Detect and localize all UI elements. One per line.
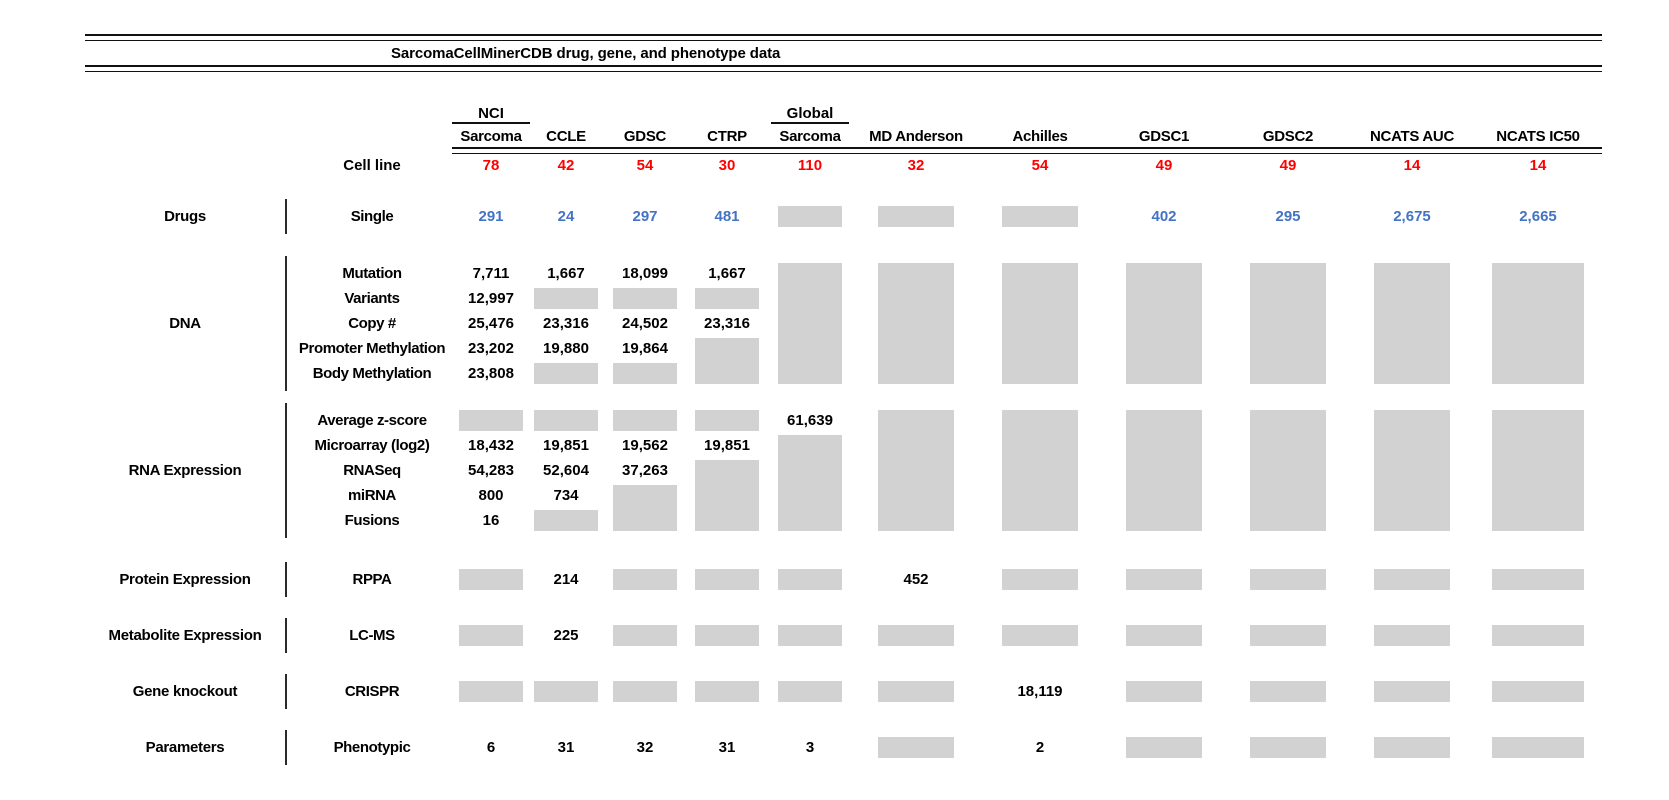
column-header-ncats-auc: NCATS AUC: [1370, 128, 1454, 145]
value-cell: 297: [632, 208, 658, 225]
cell-line-count-global-sarcoma: 110: [797, 156, 823, 174]
section-metabolite-expression: [85, 623, 1602, 648]
column-header-ccle: CCLE: [546, 128, 586, 145]
value-cell: 2: [1035, 739, 1045, 756]
cell-line-count-gdsc: 54: [636, 156, 654, 174]
no-data-box: [534, 288, 598, 309]
no-data-box: [534, 410, 598, 431]
no-data-box: [1250, 263, 1326, 384]
row-label: RNASeq: [343, 462, 401, 479]
no-data-box: [1126, 410, 1202, 531]
no-data-box: [1374, 681, 1450, 702]
value-cell: 1,667: [708, 265, 746, 282]
value-cell: 291: [478, 208, 504, 225]
cell-line-count-achilles: 54: [1031, 156, 1049, 174]
value-cell: 295: [1275, 208, 1301, 225]
row-label: CRISPR: [344, 683, 400, 700]
row-label: Phenotypic: [333, 739, 411, 756]
section-divider-bar: [285, 618, 287, 653]
section-divider-bar: [285, 256, 287, 391]
value-cell: 19,562: [622, 437, 668, 454]
no-data-box: [1002, 410, 1078, 531]
table-body: [85, 204, 1602, 760]
row-label: Single: [350, 208, 394, 225]
category-label: Metabolite Expression: [108, 627, 262, 644]
no-data-box: [695, 288, 759, 309]
value-cell: 61,639: [787, 412, 833, 429]
no-data-box: [1250, 737, 1326, 758]
value-cell: 25,476: [468, 315, 514, 332]
no-data-box: [778, 206, 842, 227]
no-data-box: [1374, 569, 1450, 590]
value-cell: 23,202: [468, 340, 514, 357]
no-data-box: [613, 569, 677, 590]
no-data-box: [1492, 681, 1584, 702]
value-cell: 23,808: [468, 365, 514, 382]
no-data-box: [613, 288, 677, 309]
value-cell: 37,263: [622, 462, 668, 479]
no-data-box: [878, 681, 954, 702]
value-cell: 1,667: [547, 265, 585, 282]
no-data-box: [534, 363, 598, 384]
no-data-box: [778, 435, 842, 531]
cell-line-count-gdsc2: 49: [1279, 156, 1297, 174]
row-label: Variants: [344, 290, 400, 307]
no-data-box: [1002, 569, 1078, 590]
no-data-box: [459, 410, 523, 431]
category-label: Drugs: [164, 208, 206, 225]
no-data-box: [878, 263, 954, 384]
no-data-box: [1126, 681, 1202, 702]
section-gene-knockout: [85, 679, 1602, 704]
cell-line-count-ctrp: 30: [718, 156, 736, 174]
no-data-box: [878, 206, 954, 227]
data-availability-table: [85, 34, 1602, 760]
column-header-gdsc2: GDSC2: [1262, 128, 1314, 145]
cell-line-count-ncats-auc: 14: [1403, 156, 1421, 174]
column-header-group-global-sarcoma: [766, 102, 854, 124]
value-cell: 19,864: [622, 340, 668, 357]
no-data-box: [1250, 569, 1326, 590]
no-data-box: [1492, 625, 1584, 646]
value-cell: 18,432: [468, 437, 514, 454]
row-label: Mutation: [342, 265, 402, 282]
value-cell: 24: [557, 208, 575, 225]
no-data-box: [613, 485, 677, 531]
no-data-box: [878, 625, 954, 646]
no-data-box: [1002, 206, 1078, 227]
table-title: SarcomaCellMinerCDB drug, gene, and phenotype data: [390, 45, 781, 62]
section-divider-bar: [285, 674, 287, 709]
value-cell: 402: [1151, 208, 1177, 225]
value-cell: 31: [718, 739, 736, 756]
no-data-box: [459, 625, 523, 646]
value-cell: 19,880: [543, 340, 589, 357]
no-data-box: [534, 681, 598, 702]
no-data-box: [1492, 263, 1584, 384]
no-data-box: [613, 681, 677, 702]
section-divider-bar: [285, 730, 287, 765]
no-data-box: [1002, 263, 1078, 384]
no-data-box: [778, 569, 842, 590]
table-header: [85, 102, 1602, 178]
no-data-box: [459, 569, 523, 590]
no-data-box: [778, 681, 842, 702]
no-data-box: [1374, 410, 1450, 531]
no-data-box: [695, 569, 759, 590]
no-data-box: [1126, 569, 1202, 590]
cell-line-count-ccle: 42: [557, 156, 575, 174]
section-drugs: [85, 204, 1602, 229]
no-data-box: [778, 625, 842, 646]
value-cell: 16: [482, 512, 500, 529]
no-data-box: [1250, 625, 1326, 646]
no-data-box: [1126, 625, 1202, 646]
value-cell: 2,665: [1519, 208, 1557, 225]
no-data-box: [534, 510, 598, 531]
value-cell: 734: [553, 487, 579, 504]
no-data-box: [878, 410, 954, 531]
section-divider-bar: [285, 199, 287, 234]
cell-line-count-md-anderson: 32: [907, 156, 925, 174]
value-cell: 19,851: [543, 437, 589, 454]
value-cell: 24,502: [622, 315, 668, 332]
no-data-box: [1250, 681, 1326, 702]
cell-line-row-label: Cell line: [343, 156, 401, 174]
row-label: Fusions: [344, 512, 400, 529]
no-data-box: [695, 625, 759, 646]
no-data-box: [695, 410, 759, 431]
value-cell: 481: [714, 208, 740, 225]
column-header-gdsc1: GDSC1: [1138, 128, 1190, 145]
row-label: Copy #: [348, 315, 396, 332]
value-cell: 54,283: [468, 462, 514, 479]
no-data-box: [695, 338, 759, 384]
value-cell: 23,316: [704, 315, 750, 332]
row-label: Promoter Methylation: [298, 340, 446, 357]
section-rna-expression: [85, 408, 1602, 533]
no-data-box: [1126, 737, 1202, 758]
column-header-global-sarcoma: Sarcoma: [779, 128, 841, 145]
section-divider-bar: [285, 562, 287, 597]
column-header-nci-sarcoma: Sarcoma: [460, 128, 522, 145]
column-header-achilles: Achilles: [1012, 128, 1068, 145]
no-data-box: [1002, 625, 1078, 646]
column-header-md-anderson: MD Anderson: [869, 128, 963, 145]
no-data-box: [1374, 737, 1450, 758]
value-cell: 19,851: [704, 437, 750, 454]
section-protein-expression: [85, 567, 1602, 592]
title-bottom-rule: [85, 65, 1602, 72]
no-data-box: [1492, 737, 1584, 758]
cell-line-count-gdsc1: 49: [1155, 156, 1173, 174]
header-double-rule: [452, 147, 1602, 154]
category-label: Protein Expression: [119, 571, 251, 588]
column-header-line1: Global: [771, 105, 849, 124]
title-top-rule: [85, 34, 1602, 41]
category-label: DNA: [169, 315, 201, 332]
cell-line-count-ncats-ic50: 14: [1529, 156, 1547, 174]
category-label: Gene knockout: [132, 683, 238, 700]
value-cell: 18,119: [1017, 683, 1063, 700]
value-cell: 214: [553, 571, 579, 588]
value-cell: 452: [903, 571, 929, 588]
cell-line-count-nci-sarcoma: 78: [482, 156, 500, 174]
no-data-box: [459, 681, 523, 702]
no-data-box: [613, 625, 677, 646]
value-cell: 225: [553, 627, 579, 644]
section-dna: [85, 261, 1602, 386]
value-cell: 7,711: [472, 265, 510, 282]
value-cell: 800: [478, 487, 504, 504]
row-label: RPPA: [352, 571, 392, 588]
column-header-line1: NCI: [452, 105, 530, 124]
no-data-box: [1250, 410, 1326, 531]
value-cell: 23,316: [543, 315, 589, 332]
section-divider-bar: [285, 403, 287, 538]
value-cell: 52,604: [543, 462, 589, 479]
row-label: Average z-score: [317, 412, 427, 429]
no-data-box: [1492, 569, 1584, 590]
column-header-ncats-ic50: NCATS IC50: [1496, 128, 1580, 145]
no-data-box: [778, 263, 842, 384]
no-data-box: [878, 737, 954, 758]
no-data-box: [1374, 263, 1450, 384]
value-cell: 3: [805, 739, 815, 756]
value-cell: 6: [486, 739, 496, 756]
value-cell: 2,675: [1393, 208, 1431, 225]
category-label: RNA Expression: [128, 462, 242, 479]
value-cell: 18,099: [622, 265, 668, 282]
row-label: LC-MS: [349, 627, 395, 644]
column-header-group-nci-sarcoma: [452, 102, 530, 124]
value-cell: 31: [557, 739, 575, 756]
row-label: Microarray (log2): [314, 437, 430, 454]
value-cell: 12,997: [468, 290, 514, 307]
section-parameters: [85, 735, 1602, 760]
value-cell: 32: [636, 739, 654, 756]
no-data-box: [613, 363, 677, 384]
row-label: miRNA: [347, 487, 396, 504]
no-data-box: [1374, 625, 1450, 646]
category-label: Parameters: [145, 739, 225, 756]
column-header-ctrp: CTRP: [707, 128, 747, 145]
row-label: Body Methylation: [312, 365, 432, 382]
no-data-box: [1126, 263, 1202, 384]
column-header-gdsc: GDSC: [623, 128, 667, 145]
no-data-box: [613, 410, 677, 431]
no-data-box: [695, 460, 759, 531]
no-data-box: [1492, 410, 1584, 531]
no-data-box: [695, 681, 759, 702]
title-band: [85, 34, 1602, 72]
